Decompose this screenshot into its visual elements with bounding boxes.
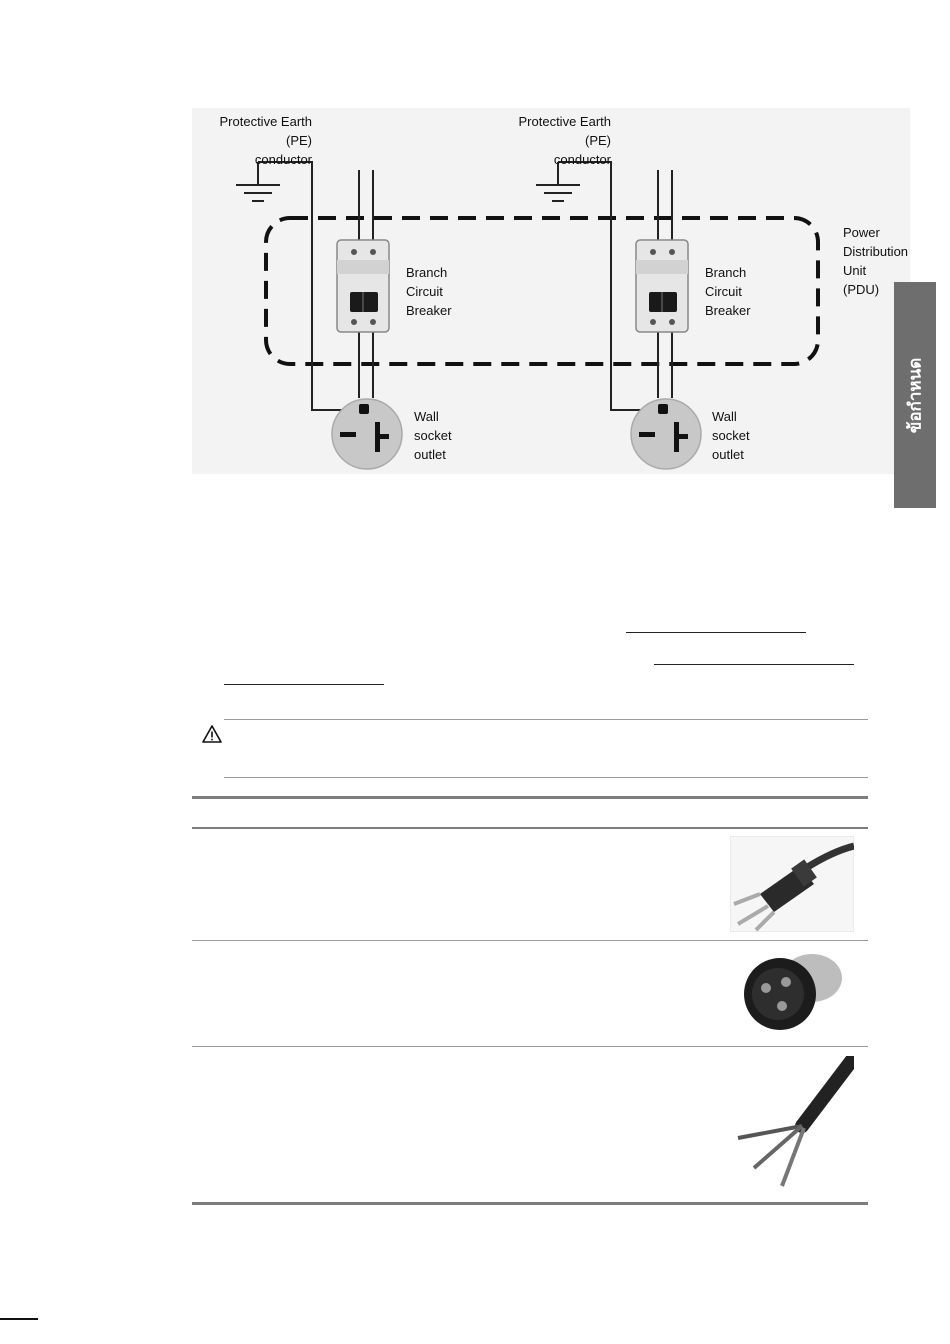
power-distribution-diagram (192, 108, 910, 474)
link-underline-3[interactable] (224, 684, 384, 685)
side-tab-label: ข้อกำหนด (905, 357, 926, 433)
power-plug-image (730, 836, 854, 932)
socket-label-left: Wall socket outlet (414, 409, 452, 462)
pe-conductor-label-right: Protective Earth (PE) conductor (518, 114, 611, 167)
table-bottom-rule (192, 1202, 868, 1205)
left-circuit (236, 162, 402, 469)
wall-socket-right (631, 399, 701, 469)
pe-conductor-label-left: Protective Earth (PE) conductor (219, 114, 312, 167)
table-row (738, 948, 846, 1040)
table-row (732, 1056, 854, 1188)
breaker-label-right: Branch Circuit Breaker (705, 265, 751, 318)
pdu-label: Power Distribution Unit (PDU) (843, 225, 909, 297)
table-row-divider (192, 1046, 868, 1047)
table-header-rule (192, 827, 868, 829)
link-underline-1[interactable] (626, 632, 806, 633)
section-side-tab (894, 282, 936, 508)
warning-bottom-rule (224, 777, 868, 778)
industrial-connector-image (738, 948, 846, 1040)
link-underline-2[interactable] (654, 664, 854, 665)
table-top-rule (192, 796, 868, 799)
right-circuit (536, 162, 701, 469)
bare-wire-cable-image (732, 1056, 854, 1188)
socket-label-right: Wall socket outlet (712, 409, 750, 462)
page-footer-rule (0, 1318, 38, 1320)
table-row (730, 836, 854, 932)
warning-top-rule (224, 719, 868, 720)
wall-socket-left (332, 399, 402, 469)
warning-triangle-icon (201, 724, 223, 744)
circuit-breaker-left (337, 240, 389, 332)
table-row-divider (192, 940, 868, 941)
circuit-breaker-right (636, 240, 688, 332)
breaker-label-left: Branch Circuit Breaker (406, 265, 452, 318)
